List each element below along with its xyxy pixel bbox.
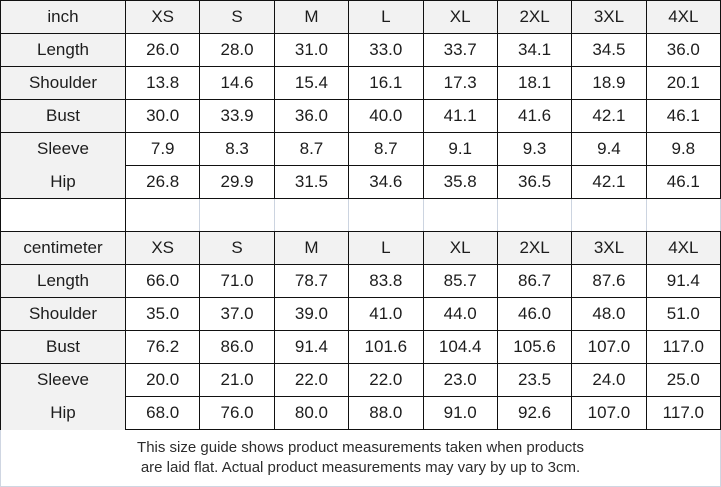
value-cell: 39.0 xyxy=(274,298,348,331)
value-cell: 41.6 xyxy=(497,100,571,133)
value-cell: 76.0 xyxy=(200,397,274,430)
measure-label-cell: Sleeve xyxy=(1,133,126,166)
table-row xyxy=(1,166,721,199)
size-header-cell: XL xyxy=(423,232,497,265)
value-cell: 18.1 xyxy=(497,67,571,100)
value-cell: 41.0 xyxy=(349,298,423,331)
value-cell: 30.0 xyxy=(126,100,200,133)
unit-header-cell: inch xyxy=(1,1,126,34)
value-cell: 76.2 xyxy=(126,331,200,364)
value-cell: 117.0 xyxy=(646,397,720,430)
value-cell: 46.1 xyxy=(646,166,720,199)
value-cell: 46.1 xyxy=(646,100,720,133)
value-cell: 51.0 xyxy=(646,298,720,331)
value-cell: 23.0 xyxy=(423,364,497,397)
value-cell: 9.1 xyxy=(423,133,497,166)
spacer-cell xyxy=(200,199,274,232)
measure-label-cell: Length xyxy=(1,265,126,298)
value-cell: 23.5 xyxy=(497,364,571,397)
value-cell: 36.0 xyxy=(646,34,720,67)
size-guide-note xyxy=(0,430,721,487)
value-cell: 7.9 xyxy=(126,133,200,166)
value-cell: 83.8 xyxy=(349,265,423,298)
note-line-1: This size guide shows product measurements taken when products xyxy=(137,439,584,456)
size-header-cell: 3XL xyxy=(572,232,646,265)
value-cell: 26.8 xyxy=(126,166,200,199)
measure-label-cell: Sleeve xyxy=(1,364,126,397)
value-cell: 36.0 xyxy=(274,100,348,133)
size-header-cell: 2XL xyxy=(497,1,571,34)
value-cell: 46.0 xyxy=(497,298,571,331)
size-header-cell: 4XL xyxy=(646,232,720,265)
value-cell: 87.6 xyxy=(572,265,646,298)
value-cell: 14.6 xyxy=(200,67,274,100)
measure-label-cell: Hip xyxy=(1,166,126,199)
size-header-cell: L xyxy=(349,232,423,265)
value-cell: 92.6 xyxy=(497,397,571,430)
spacer-section xyxy=(1,199,721,232)
value-cell: 44.0 xyxy=(423,298,497,331)
value-cell: 78.7 xyxy=(274,265,348,298)
spacer-cell xyxy=(572,199,646,232)
header-row xyxy=(1,232,721,265)
measure-label-cell: Bust xyxy=(1,100,126,133)
note-line-2: are laid flat. Actual product measurements may vary by up to 3cm. xyxy=(140,459,581,476)
value-cell: 66.0 xyxy=(126,265,200,298)
table-row xyxy=(1,298,721,331)
size-header-cell: XS xyxy=(126,1,200,34)
value-cell: 18.9 xyxy=(572,67,646,100)
value-cell: 91.4 xyxy=(274,331,348,364)
value-cell: 35.8 xyxy=(423,166,497,199)
spacer-cell xyxy=(349,199,423,232)
value-cell: 16.1 xyxy=(349,67,423,100)
value-cell: 24.0 xyxy=(572,364,646,397)
value-cell: 48.0 xyxy=(572,298,646,331)
table-row xyxy=(1,100,721,133)
value-cell: 41.1 xyxy=(423,100,497,133)
value-cell: 20.0 xyxy=(126,364,200,397)
value-cell: 28.0 xyxy=(200,34,274,67)
spacer-cell xyxy=(497,199,571,232)
value-cell: 21.0 xyxy=(200,364,274,397)
table-row xyxy=(1,265,721,298)
value-cell: 29.9 xyxy=(200,166,274,199)
value-cell: 34.1 xyxy=(497,34,571,67)
value-cell: 22.0 xyxy=(349,364,423,397)
value-cell: 9.8 xyxy=(646,133,720,166)
value-cell: 86.7 xyxy=(497,265,571,298)
value-cell: 31.0 xyxy=(274,34,348,67)
measure-label-cell: Shoulder xyxy=(1,298,126,331)
value-cell: 37.0 xyxy=(200,298,274,331)
value-cell: 36.5 xyxy=(497,166,571,199)
value-cell: 20.1 xyxy=(646,67,720,100)
measure-label-cell: Bust xyxy=(1,331,126,364)
table-row xyxy=(1,67,721,100)
value-cell: 107.0 xyxy=(572,397,646,430)
size-header-cell: S xyxy=(200,232,274,265)
value-cell: 42.1 xyxy=(572,100,646,133)
value-cell: 40.0 xyxy=(349,100,423,133)
value-cell: 31.5 xyxy=(274,166,348,199)
size-header-cell: 3XL xyxy=(572,1,646,34)
spacer-row xyxy=(1,199,721,232)
value-cell: 80.0 xyxy=(274,397,348,430)
value-cell: 88.0 xyxy=(349,397,423,430)
measure-label-cell: Length xyxy=(1,34,126,67)
inch-section xyxy=(1,1,721,199)
size-header-cell: S xyxy=(200,1,274,34)
size-header-cell: L xyxy=(349,1,423,34)
table-row xyxy=(1,364,721,397)
value-cell: 91.4 xyxy=(646,265,720,298)
measure-label-cell: Shoulder xyxy=(1,67,126,100)
size-header-cell: 4XL xyxy=(646,1,720,34)
value-cell: 101.6 xyxy=(349,331,423,364)
value-cell: 107.0 xyxy=(572,331,646,364)
value-cell: 22.0 xyxy=(274,364,348,397)
spacer-cell xyxy=(274,199,348,232)
value-cell: 117.0 xyxy=(646,331,720,364)
spacer-label-cell xyxy=(1,199,126,232)
size-header-cell: M xyxy=(274,232,348,265)
value-cell: 8.3 xyxy=(200,133,274,166)
size-header-cell: XS xyxy=(126,232,200,265)
spacer-cell xyxy=(646,199,720,232)
value-cell: 105.6 xyxy=(497,331,571,364)
size-header-cell: M xyxy=(274,1,348,34)
value-cell: 13.8 xyxy=(126,67,200,100)
centimeter-section xyxy=(1,232,721,430)
table-row xyxy=(1,133,721,166)
value-cell: 8.7 xyxy=(349,133,423,166)
value-cell: 35.0 xyxy=(126,298,200,331)
spacer-cell xyxy=(126,199,200,232)
table-row xyxy=(1,34,721,67)
value-cell: 33.7 xyxy=(423,34,497,67)
value-cell: 85.7 xyxy=(423,265,497,298)
value-cell: 25.0 xyxy=(646,364,720,397)
value-cell: 17.3 xyxy=(423,67,497,100)
value-cell: 33.0 xyxy=(349,34,423,67)
size-header-cell: XL xyxy=(423,1,497,34)
value-cell: 26.0 xyxy=(126,34,200,67)
spacer-cell xyxy=(423,199,497,232)
table-row xyxy=(1,331,721,364)
value-cell: 68.0 xyxy=(126,397,200,430)
value-cell: 34.6 xyxy=(349,166,423,199)
value-cell: 9.4 xyxy=(572,133,646,166)
value-cell: 9.3 xyxy=(497,133,571,166)
value-cell: 8.7 xyxy=(274,133,348,166)
value-cell: 33.9 xyxy=(200,100,274,133)
size-header-cell: 2XL xyxy=(497,232,571,265)
header-row xyxy=(1,1,721,34)
table-row xyxy=(1,397,721,430)
value-cell: 15.4 xyxy=(274,67,348,100)
value-cell: 91.0 xyxy=(423,397,497,430)
value-cell: 34.5 xyxy=(572,34,646,67)
measure-label-cell: Hip xyxy=(1,397,126,430)
value-cell: 71.0 xyxy=(200,265,274,298)
value-cell: 104.4 xyxy=(423,331,497,364)
unit-header-cell: centimeter xyxy=(1,232,126,265)
value-cell: 86.0 xyxy=(200,331,274,364)
value-cell: 42.1 xyxy=(572,166,646,199)
